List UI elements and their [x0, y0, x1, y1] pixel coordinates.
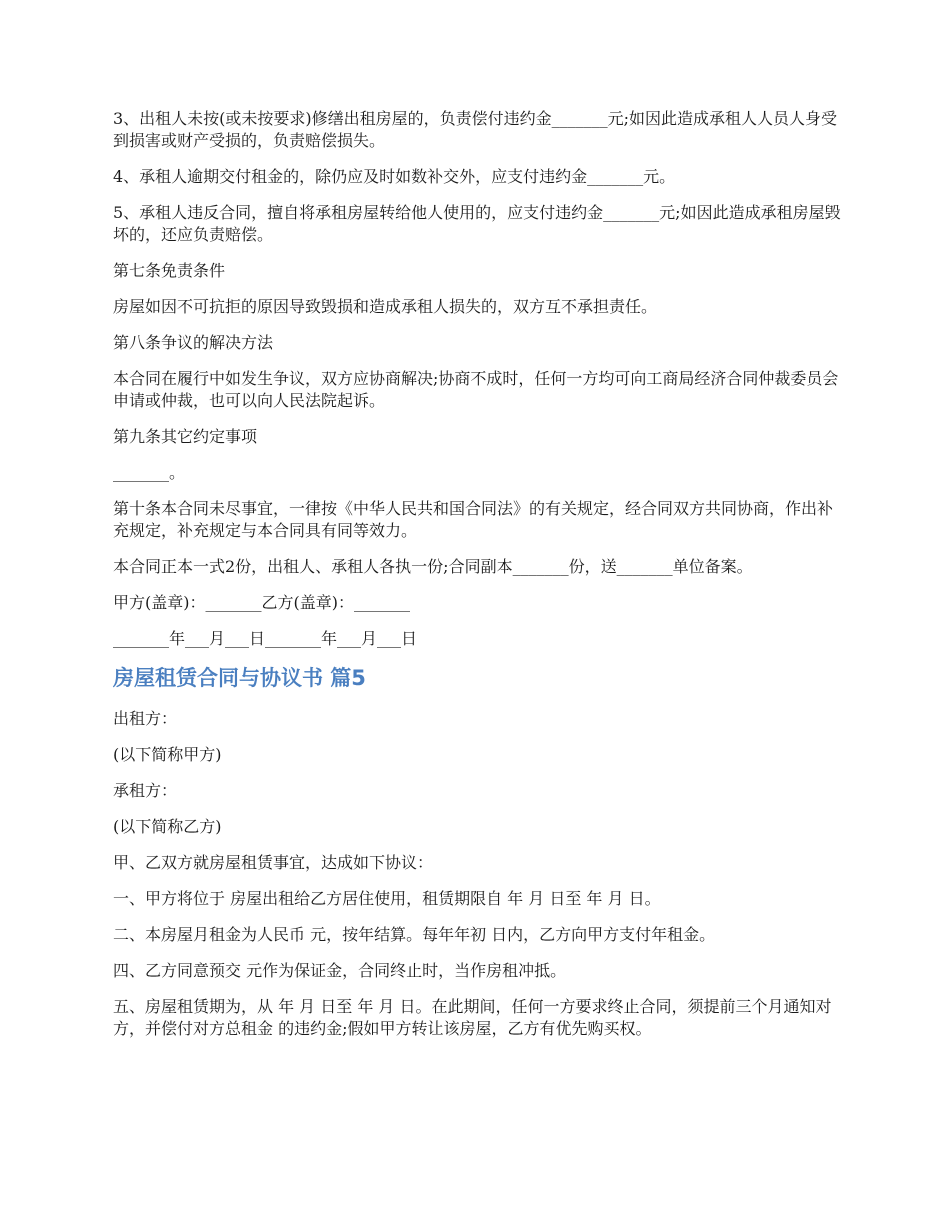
paragraph-penalty-late-rent: 4、承租人逾期交付租金的，除仍应及时如数补交外，应支付违约金_______元。	[113, 167, 676, 186]
article-7-body: 房屋如因不可抗拒的原因导致毁损和造成承租人损失的，双方互不承担责任。	[113, 297, 658, 316]
article-8-title: 第八条争议的解决方法	[113, 333, 274, 352]
article-9-title: 第九条其它约定事项	[113, 427, 258, 446]
article-7-title: 第七条免责条件	[113, 261, 226, 280]
clause-4: 四、乙方同意预交 元作为保证金，合同终止时，当作房租冲抵。	[113, 961, 567, 980]
clause-2: 二、本房屋月租金为人民币 元，按年结算。每年年初 日内，乙方向甲方支付年租金。	[113, 925, 716, 944]
date-line: _______年___月___日_______年___月___日	[113, 629, 418, 648]
agreement-intro: 甲、乙双方就房屋租赁事宜，达成如下协议：	[113, 853, 434, 872]
copies-clause: 本合同正本一式2份，出租人、承租人各执一份;合同副本_______份，送_______单位备案。	[113, 557, 753, 576]
article-10-body: 第十条本合同未尽事宜，一律按《中华人民共和国合同法》的有关规定，经合同双方共同协商，作出补充规定，补充规定与本合同具有同等效力。	[113, 499, 834, 540]
clause-5: 五、房屋租赁期为，从 年 月 日至 年 月 日。在此期间，任何一方要求终止合同，须提前三个月通知对方，并偿付对方总租金 的违约金;假如甲方转让该房屋，乙方有优先购买权。	[113, 997, 832, 1038]
lessee-label: 承租方：	[113, 781, 178, 800]
section-heading: 房屋租赁合同与协议书 篇5	[113, 666, 366, 690]
clause-1: 一、甲方将位于 房屋出租给乙方居住使用，租赁期限自 年 月 日至 年 月 日。	[113, 889, 661, 908]
lessor-abbrev: (以下简称甲方)	[113, 745, 222, 764]
article-8-body: 本合同在履行中如发生争议，双方应协商解决;协商不成时，任何一方均可向工商局经济合同仲裁委员会申请或仲裁，也可以向人民法院起诉。	[113, 369, 839, 410]
paragraph-penalty-sublet: 5、承租人违反合同，擅自将承租房屋转给他人使用的，应支付违约金_______元;如因此造成承租房屋毁坏的，还应负责赔偿。	[113, 203, 841, 244]
document-page	[113, 108, 843, 1054]
article-9-blank: _______。	[113, 463, 186, 482]
paragraph-penalty-repair: 3、出租人未按(或未按要求)修缮出租房屋的，负责偿付违约金_______元;如因此造成承租人人员人身受到损害或财产受损的，负责赔偿损失。	[113, 109, 838, 150]
lessor-label: 出租方：	[113, 709, 178, 728]
signature-line: 甲方(盖章)：_______乙方(盖章)：_______	[113, 593, 410, 612]
lessee-abbrev: (以下简称乙方)	[113, 817, 222, 836]
